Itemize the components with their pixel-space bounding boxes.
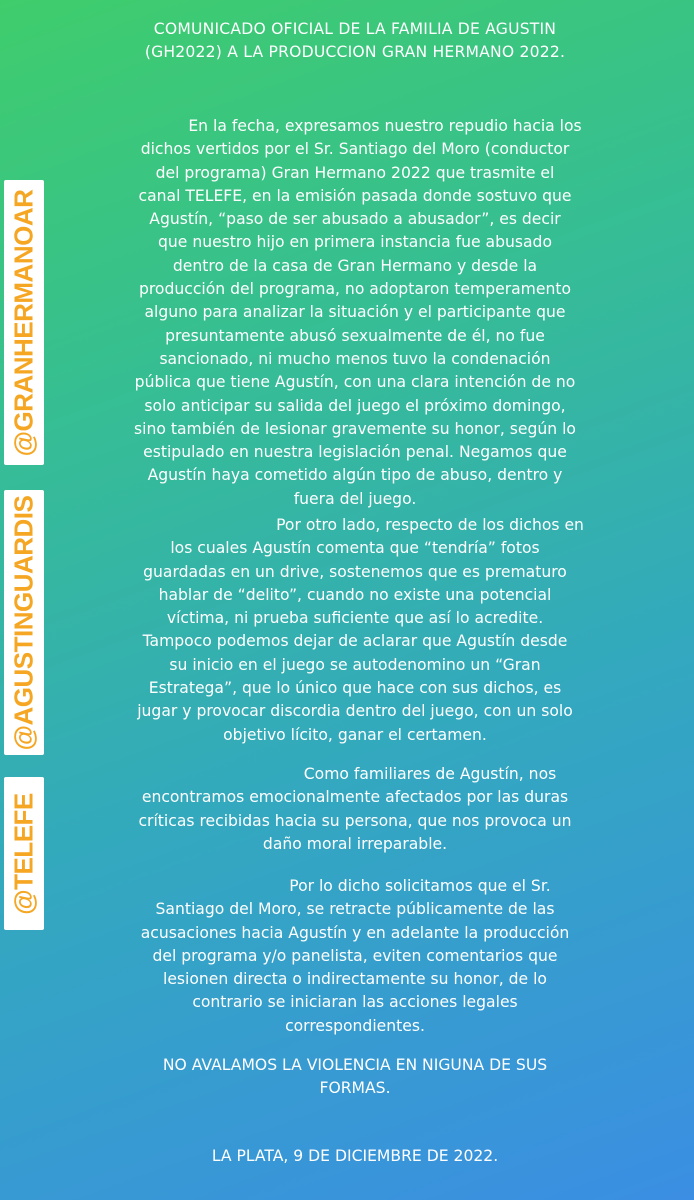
text-line: encontramos emocionalmente afectados por las duras: [141, 788, 569, 807]
mention-sticker-telefe[interactable]: [4, 777, 44, 930]
text-line: sancionado, ni mucho menos tuvo la condenación: [159, 349, 551, 368]
text-line: Como familiares de Agustín, nos: [303, 765, 557, 783]
text-line: daño moral irreparable.: [262, 834, 448, 853]
text-line: Por otro lado, respecto de los dichos en: [276, 516, 584, 534]
text-line: objetivo lícito, ganar el certamen.: [223, 725, 487, 744]
text-line: En la fecha, expresamos nuestro repudio hacia los: [188, 117, 582, 135]
text-line: víctima, ni prueba suficiente que así lo acredite.: [166, 609, 544, 628]
mention-sticker-agustinguardis[interactable]: [4, 490, 44, 755]
text-line: jugar y provocar discordia dentro del juego, con un solo: [137, 702, 573, 721]
title-line: COMUNICADO OFICIAL DE LA FAMILIA DE AGUSTIN: [153, 20, 557, 38]
text-line: producción del programa, no adoptaron temperamento: [138, 280, 572, 299]
text-line: solo anticipar su salida del juego el próximo domingo,: [144, 396, 566, 415]
statement-date: [72, 1145, 638, 1168]
text-line: dichos vertidos por el Sr. Santiago del Moro (conductor: [140, 140, 570, 159]
text-line: correspondientes.: [285, 1016, 425, 1035]
text-line: alguno para analizar la situación y el participante que: [144, 303, 566, 322]
text-line: fuera del juego.: [293, 489, 417, 508]
text-line: acusaciones hacia Agustín y en adelante la producción: [140, 923, 570, 942]
text-line: Agustín haya cometido algún tipo de abuso, dentro y: [147, 466, 563, 485]
text-line: contrario se iniciaran las acciones legales: [192, 993, 518, 1012]
paragraph-violencia: [72, 1054, 638, 1101]
text-line: Estratega”, que lo único que hace con sus dichos, es: [148, 679, 562, 698]
text-line: estipulado en nuestra legislación penal. Negamos que: [143, 443, 567, 462]
paragraph-repudio: [72, 115, 638, 511]
text-line: dentro de la casa de Gran Hermano y desde la: [172, 256, 538, 275]
text-line: Tampoco podemos dejar de aclarar que Agustín desde: [142, 632, 568, 651]
title-line: (GH2022) A LA PRODUCCION GRAN HERMANO 2022.: [144, 43, 566, 61]
text-line: Santiago del Moro, se retracte públicamente de las: [155, 900, 555, 919]
mention-label: @GRANHERMANOAR: [8, 189, 39, 456]
mention-sticker-granhermanoar[interactable]: [4, 180, 44, 465]
text-line: Por lo dicho solicitamos que el Sr.: [289, 877, 551, 895]
paragraph-solicitud: [72, 875, 638, 1038]
text-line: LA PLATA, 9 DE DICIEMBRE DE 2022.: [211, 1147, 499, 1165]
mention-label: @TELEFE: [8, 792, 39, 915]
text-line: NO AVALAMOS LA VIOLENCIA EN NIGUNA DE SUS: [162, 1056, 548, 1074]
text-line: críticas recibidas hacia su persona, que nos provoca un: [138, 811, 572, 830]
text-line: los cuales Agustín comenta que “tendría” fotos: [170, 539, 540, 558]
text-line: lesionen directa o indirectamente su honor, de lo: [163, 970, 547, 989]
text-line: presuntamente abusó sexualmente de él, no fue: [165, 326, 545, 345]
text-line: su inicio en el juego se autodenomino un “Gran: [169, 655, 541, 674]
text-line: guardadas en un drive, sostenemos que es prematuro: [143, 562, 567, 581]
statement-title: [72, 18, 638, 64]
text-line: del programa) Gran Hermano 2022 que trasmite el: [155, 163, 555, 182]
text-line: canal TELEFE, en la emisión pasada donde sostuvo que: [138, 186, 572, 205]
text-line: hablar de “delito”, cuando no existe una potencial: [158, 585, 552, 604]
paragraph-familiares: [72, 763, 638, 856]
paragraph-fotos: [72, 514, 638, 747]
text-line: FORMAS.: [319, 1079, 391, 1098]
text-line: Agustín, “paso de ser abusado a abusador”, es decir: [149, 210, 561, 229]
text-line: sino también de lesionar gravemente su honor, según lo: [134, 419, 576, 438]
text-line: que nuestro hijo en primera instancia fue abusado: [157, 233, 553, 252]
mention-label: @AGUSTINGUARDIS: [8, 495, 39, 750]
text-line: pública que tiene Agustín, con una clara intención de no: [134, 373, 576, 392]
text-line: del programa y/o panelista, eviten comentarios que: [152, 946, 558, 965]
